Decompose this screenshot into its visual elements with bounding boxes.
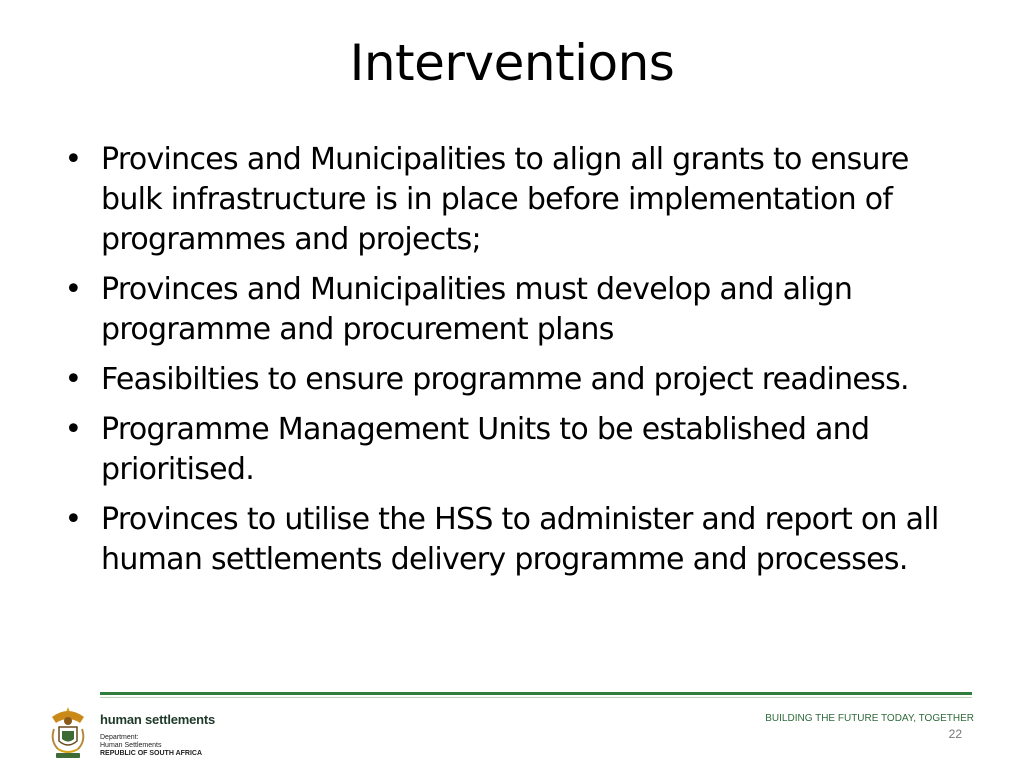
department-block [100,734,202,758]
bullet-item [56,500,976,580]
bullet-icon: • [64,502,82,537]
bullet-text: Feasibilties to ensure programme and project readiness. [101,362,909,397]
bullet-icon: • [64,412,82,447]
bullet-item [56,360,976,400]
bullet-icon: • [64,272,82,307]
country-name: REPUBLIC OF SOUTH AFRICA [100,750,203,757]
department-name: human settlements [100,712,216,727]
department-line: Human Settlements [100,742,162,749]
footer-divider-light [100,697,972,698]
bullet-text: Provinces to utilise the HSS to administer and report on all human settlements delivery programme and processes. [101,502,939,577]
slide-title: Interventions [349,34,675,92]
bullet-item [56,140,976,260]
bullet-text: Provinces and Municipalities to align all grants to ensure bulk infrastructure is in place before implementation of programmes and projects; [101,142,909,257]
page-number: 22 [948,727,962,741]
coat-of-arms-icon [44,703,92,763]
bullet-icon: • [64,362,82,397]
bullet-item [56,410,976,490]
footer-tagline: BUILDING THE FUTURE TODAY, TOGETHER [765,713,974,724]
bullet-icon: • [64,142,82,177]
bullet-item [56,270,976,350]
bullet-text: Programme Management Units to be established and prioritised. [101,412,870,487]
footer-divider [100,692,972,695]
bullet-list [56,140,976,590]
department-label: Department: [100,734,139,741]
bullet-text: Provinces and Municipalities must develop and align programme and procurement plans [101,272,853,347]
